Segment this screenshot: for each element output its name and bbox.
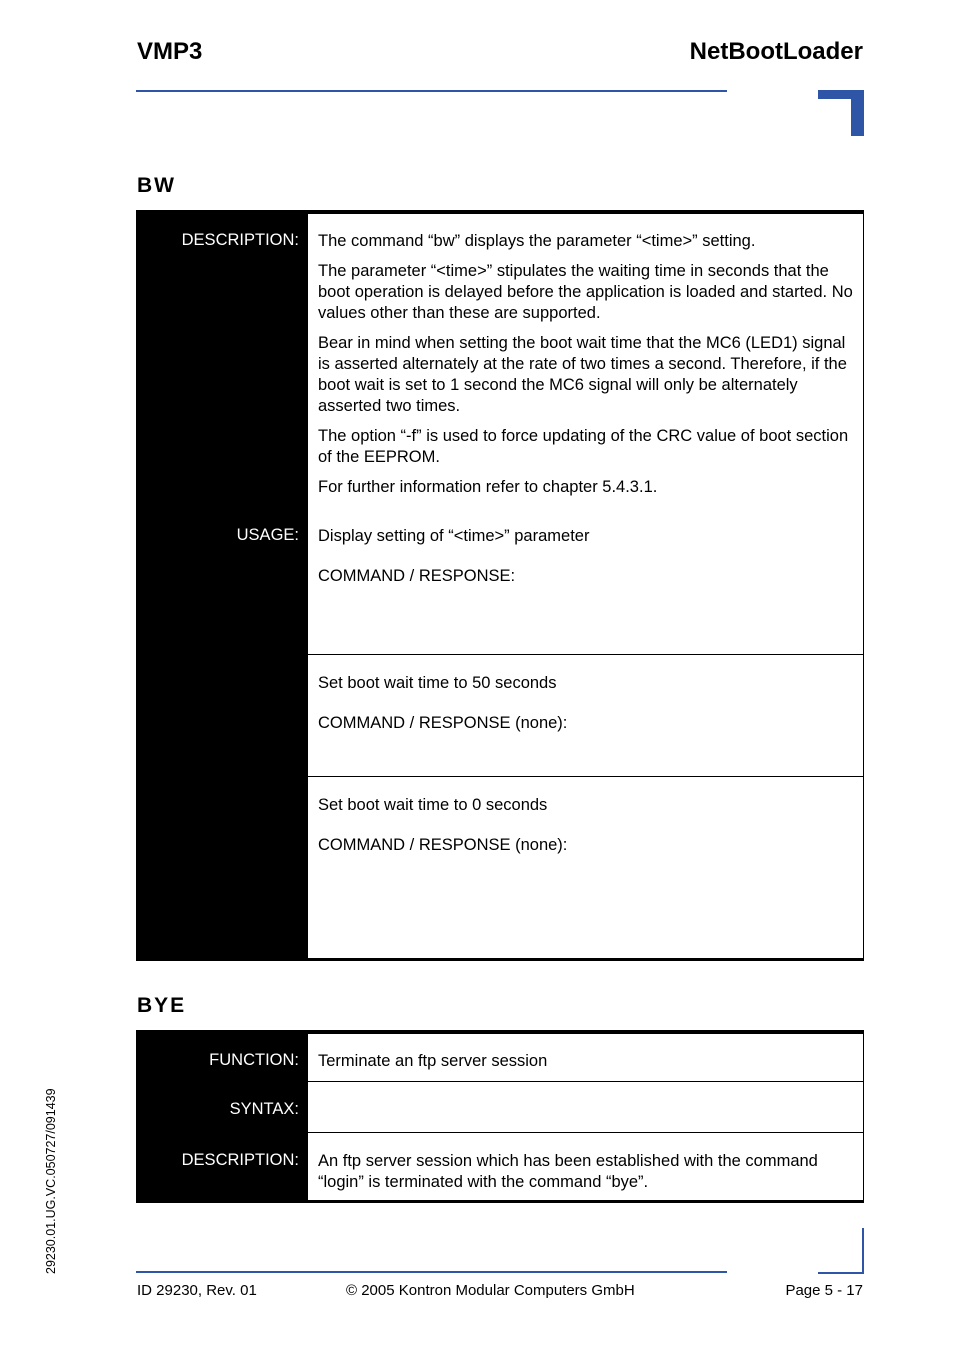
section-title-bw: BW xyxy=(137,174,176,197)
footer-copyright: © 2005 Kontron Modular Computers GmbH xyxy=(346,1282,635,1299)
label-column xyxy=(136,214,308,958)
usage-3-title: Set boot wait time to 0 seconds xyxy=(318,796,548,814)
corner-mark-bottom xyxy=(818,1228,864,1274)
side-document-code: 29230.01.UG.VC.050727/091439 xyxy=(44,1088,58,1274)
row-divider-1 xyxy=(308,1081,864,1082)
description-para-5: For further information refer to chapter 5.4.3.1. xyxy=(318,478,658,496)
function-label: FUNCTION: xyxy=(209,1051,299,1069)
footer-page: Page 5 - 17 xyxy=(785,1282,863,1299)
usage-divider-2 xyxy=(308,776,864,777)
footer-rule xyxy=(136,1271,727,1273)
bw-table xyxy=(136,210,864,961)
footer-id: ID 29230, Rev. 01 xyxy=(137,1282,257,1299)
row-divider-2 xyxy=(308,1132,864,1133)
bye-description-text: An ftp server session which has been established with the command “login” is terminated with the command “bye”. xyxy=(318,1152,818,1191)
usage-1-command: COMMAND / RESPONSE: xyxy=(318,567,516,585)
function-text: Terminate an ftp server session xyxy=(318,1052,548,1070)
description-para-1: The command “bw” displays the parameter “<time>” setting. xyxy=(318,232,756,250)
header-rule xyxy=(136,90,727,92)
usage-2-command: COMMAND / RESPONSE (none): xyxy=(318,714,568,732)
bye-description-label: DESCRIPTION: xyxy=(181,1151,299,1169)
usage-3-command: COMMAND / RESPONSE (none): xyxy=(318,836,568,854)
usage-2-title: Set boot wait time to 50 seconds xyxy=(318,674,557,692)
corner-mark-top xyxy=(818,90,864,136)
description-label: DESCRIPTION: xyxy=(181,231,299,249)
usage-divider-1 xyxy=(308,654,864,655)
description-para-4: The option “-f” is used to force updating of the CRC value of boot section of the EEPROM. xyxy=(318,427,849,466)
usage-label: USAGE: xyxy=(236,526,299,544)
description-para-3: Bear in mind when setting the boot wait time that the MC6 (LED1) signal is asserted alternately at the rate of two times a second. Therefore, if the boot wait is set to 1 second the MC6 signal will only be alternately asserted two times. xyxy=(318,334,847,415)
description-para-2: The parameter “<time>” stipulates the waiting time in seconds that the boot operation is delayed before the application is loaded and started. No values other than these are supported. xyxy=(318,262,853,322)
usage-1-title: Display setting of “<time>” parameter xyxy=(318,527,590,545)
syntax-label: SYNTAX: xyxy=(229,1100,299,1118)
section-title-bye: BYE xyxy=(137,994,187,1017)
header-chapter: NetBootLoader xyxy=(689,38,863,65)
header-product: VMP3 xyxy=(137,38,203,65)
bye-table xyxy=(136,1030,864,1203)
